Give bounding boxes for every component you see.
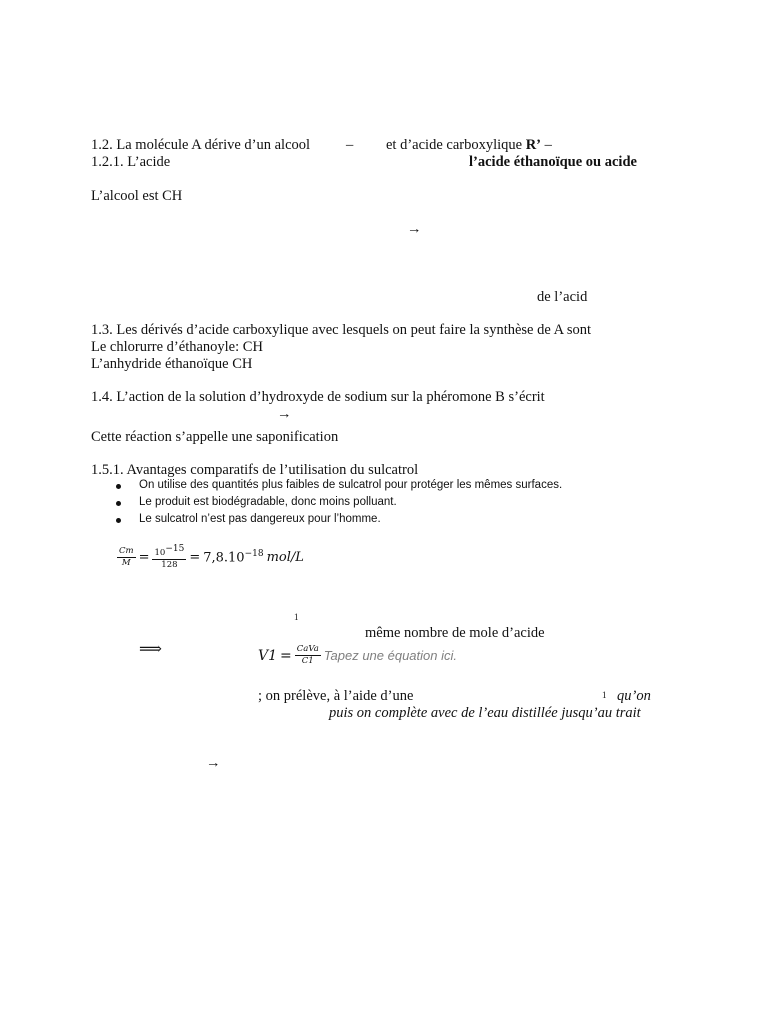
section-1-4-title: 1.4. L’action de la solution d’hydroxyde de sodium sur la phéromone B s’écrit <box>91 389 545 405</box>
fraction-value: $\frac{10^{-15}}{128}$ <box>154 544 185 570</box>
line-1-2-continuation <box>386 137 552 154</box>
volume-equation: V1 = $\frac{\text{CaVa}}{C1}$ Tapez une équation ici. <box>258 644 457 666</box>
footnote-mark-2: 1 <box>602 690 607 700</box>
bullet-dot <box>116 484 121 489</box>
saponification-arrow: → <box>277 406 292 422</box>
qu-on: qu’on <box>617 688 651 704</box>
meme-nombre-line: même nombre de mole d’acide <box>365 625 545 641</box>
line-1-2-1: 1.2.1. L’acide <box>91 154 171 170</box>
fraction-cm-m: $\frac{Cm}{M}$ <box>119 545 134 568</box>
acide-ethanoique: l’acide éthanoïque ou acide <box>469 154 637 170</box>
acid-text: et d’acide carboxylique <box>386 137 523 153</box>
bullet-item-1: On utilise des quantités plus faibles de sulcatrol pour protéger les mêmes surfaces. <box>139 479 563 491</box>
dash-2: – <box>544 137 552 153</box>
anhydride-line: L’anhydride éthanoïque CH <box>91 356 253 372</box>
bullet-item-2: Le produit est biodégradable, donc moins polluant. <box>139 496 397 508</box>
dash-1: – <box>346 137 354 153</box>
bullet-item-3: Le sulcatrol n’est pas dangereux pour l’homme. <box>139 513 381 525</box>
puis-line: puis on complète avec de l’eau distillée jusqu’au trait <box>329 705 641 721</box>
alcool-line: L’alcool est CH <box>91 188 183 204</box>
reaction-arrow-2: → <box>206 755 221 771</box>
implies-arrow: ⟹ <box>139 641 162 658</box>
footnote-mark-1: 1 <box>294 612 299 622</box>
v1-symbol: V1 <box>258 647 278 664</box>
line-1-2-text: 1.2. La molécule A dérive d’un alcool <box>91 137 311 153</box>
fraction-cava-c1: $\frac{\text{CaVa}}{C1}$ <box>296 644 319 666</box>
equation-placeholder[interactable]: Tapez une équation ici. <box>323 648 457 663</box>
line-1-2 <box>91 137 310 154</box>
bullet-dot <box>116 518 121 523</box>
saponification-line: Cette réaction s’appelle une saponification <box>91 429 339 445</box>
section-1-3-title: 1.3. Les dérivés d’acide carboxylique avec lesquels on peut faire la synthèse de A sont <box>91 322 592 338</box>
bullet-dot <box>116 501 121 506</box>
reaction-arrow: → <box>407 221 422 237</box>
r-prime: R’ <box>525 137 542 153</box>
concentration-equation: $\frac{Cm}{M}$ = $\frac{10^{-15}}{128}$ = $7,8.10^{-18}$ mol/L <box>119 544 304 570</box>
section-1-5-1-title: 1.5.1. Avantages comparatifs de l’utilisation du sulcatrol <box>91 462 419 478</box>
unit: mol/L <box>266 549 304 565</box>
preleve-line: ; on prélève, à l’aide d’une <box>258 688 414 704</box>
de-l-acid: de l’acid <box>537 289 588 305</box>
result-value: $7,8.10^{-18}$ <box>203 549 264 566</box>
chlorure-line: Le chlorurre d’éthanoyle: CH <box>91 339 263 355</box>
